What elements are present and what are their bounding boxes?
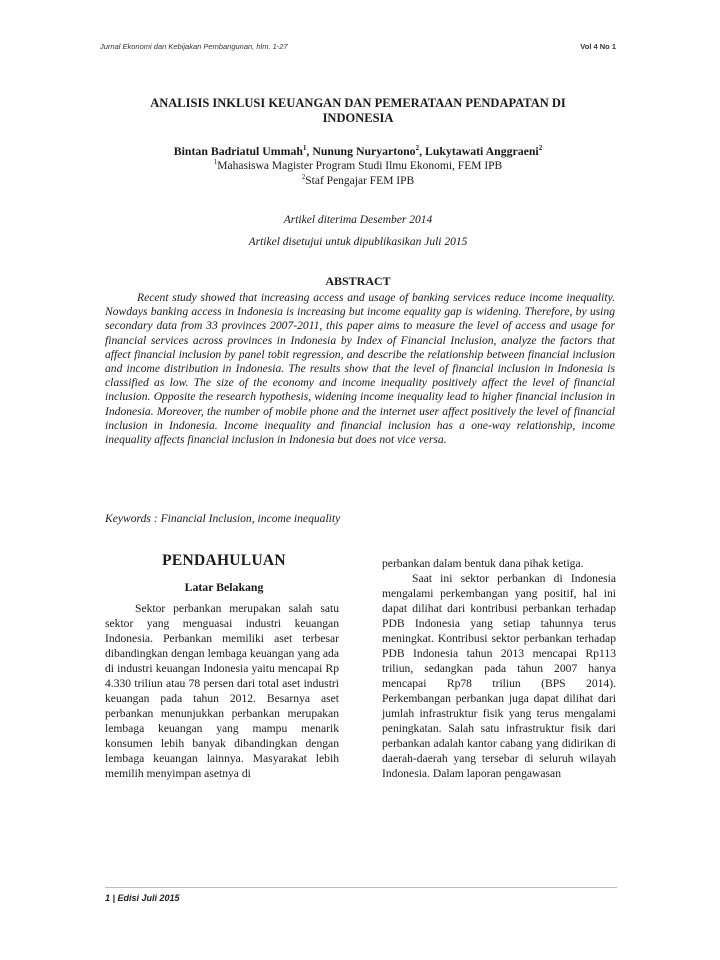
subsection-title: Latar Belakang [184, 580, 264, 594]
right-column-continuation: perbankan dalam bentuk dana pihak ketiga. [382, 557, 584, 570]
affiliation-sup: 1 [213, 158, 218, 167]
section-title: PENDAHULUAN [162, 552, 286, 569]
author-sup: 2 [415, 144, 420, 153]
accepted-date: Artikel disetujui untuk dipublikasikan Juli 2015 [248, 236, 468, 248]
title-line-2: INDONESIA [322, 111, 394, 125]
affiliation-1 [100, 160, 616, 172]
abstract-text: Recent study showed that increasing access and usage of banking services reduce income inequality. Nowdays banking access in Indonesia is increasing but income equality gap is widening. Therefore, by using secondary data from 33 provinces 2007-2011, this paper aims to measure the level of access and usage for financial services across provinces in Indonesia by Index of Financial Inclusion, analyze the factors that affect financial inclusion by panel tobit regression, and describe the relationship between financial inclusion and income distribution in Indonesia. The results show that the level of financial inclusion in Indonesia is classified as low. The size of the economy and income inequality positively affect the level of financial inclusion. Opposite the research hypothesis, widening income inequality lead to higher financial inclusion in Indonesia. Moreover, the number of mobile phone and the internet user affect positively the level of financial inclusion in Indonesia. Income inequality and financial inclusion has a one-way relationship, income inequality affects financial inclusion in Indonesia but does not vice versa. [105, 291, 615, 447]
author-list: Bintan Badriatul Ummah$^1$, Nunung Nuryartono$^2$, Lukytawati Anggraeni$^2$ [173, 144, 543, 158]
author-name: Bintan Badriatul Ummah [173, 144, 303, 158]
page-footer: 1 | Edisi Juli 2015 [105, 893, 180, 903]
affiliation-sup: 2 [301, 173, 306, 182]
affiliation-text: Mahasiswa Magister Program Studi Ilmu Ekonomi, FEM IPB [217, 160, 503, 172]
affiliation-text: Staf Pengajar FEM IPB [305, 175, 415, 187]
keywords: Keywords : Financial Inclusion, income inequality [105, 512, 341, 525]
author-name: Lukytawati Anggraeni [424, 144, 539, 158]
title-line-1: ANALISIS INKLUSI KEUANGAN DAN PEMERATAAN PENDAPATAN DI [150, 96, 566, 110]
affiliation-2 [100, 175, 616, 187]
left-column-paragraph: Sektor perbankan merupakan salah satu sektor yang menguasai industri keuangan Indonesia. Perbankan memiliki aset terbesar dibandingkan dengan lembaga keuangan yang ada di industri keuangan Indonesia yaitu mencapai Rp 4.330 triliun atau 78 persen dari total aset industri keuangan pada tahun 2012. Besarnya aset perbankan menunjukkan perbankan merupakan lembaga keuangan yang mampu menarik konsumen lebih banyak dibandingkan dengan lembaga keuangan lainnya. Masyarakat lebih memilih menyimpan asetnya di [105, 602, 339, 780]
author-sup: 2 [538, 144, 543, 153]
right-column [382, 556, 616, 781]
article-title [100, 96, 616, 126]
received-date: Artikel diterima Desember 2014 [283, 214, 433, 226]
footer-divider [105, 887, 617, 888]
right-column-paragraph: Saat ini sektor perbankan di Indonesia mengalami perkembangan yang positif, hal ini dapat dilihat dari kontribusi perbankan terhadap PDB Indonesia yang setiap tahunnya terus meningkat. Kontribusi sektor perbankan terhadap PDB Indonesia tahun 2013 mencapai Rp113 triliun, sedangkan pada tahun 2007 hanya mencapai Rp78 triliun (BPS 2014). Perkembangan perbankan juga dapat dilihat dari jumlah infrastruktur fisik yang terus mengalami peningkatan. Salah satu infrastruktur fisik dari perbankan adalah kantor cabang yang didirikan di daerah-daerah yang tersebar di seluruh wilayah Indonesia. Dalam laporan pengawasan [382, 572, 616, 780]
abstract-heading: ABSTRACT [325, 274, 391, 288]
author-sup: 1 [302, 144, 307, 153]
volume-label: Vol 4 No 1 [580, 42, 616, 51]
journal-name: Jurnal Ekonomi dan Kebijakan Pembangunan, hlm. 1-27 [100, 42, 288, 51]
author-name: Nunung Nuryartono [312, 144, 416, 158]
